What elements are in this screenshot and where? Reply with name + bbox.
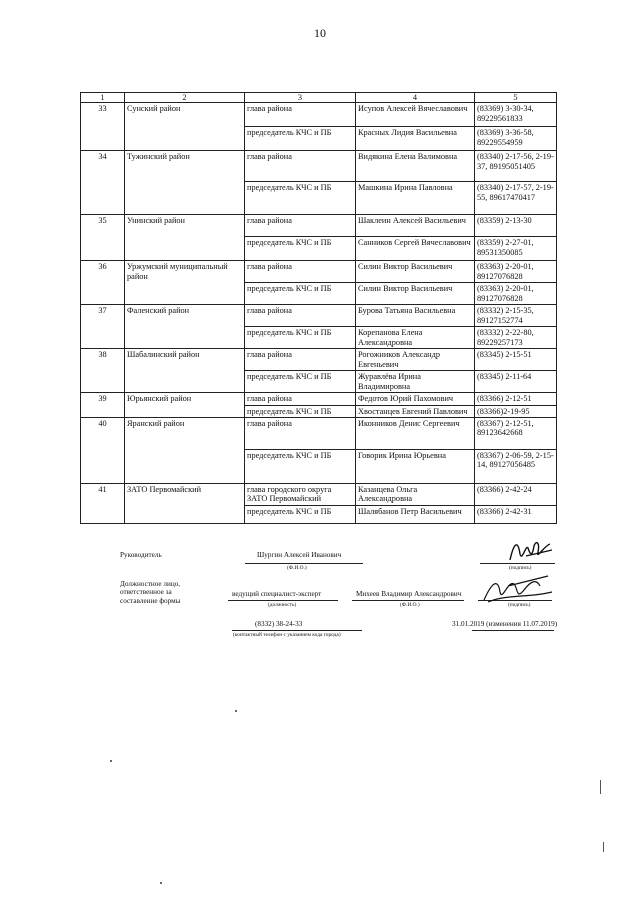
table-row (81, 349, 557, 371)
person-name-cell: Корепанова Елена Александровна (356, 327, 475, 349)
column-header: 1 (81, 93, 125, 103)
phone-cell: (83340) 2-17-56, 2-19-37, 89195051405 (475, 151, 557, 182)
position-cell: глава района (245, 305, 356, 327)
table-row (81, 261, 557, 283)
person-name-cell: Видякина Елена Валимовна (356, 151, 475, 182)
official-position: ведущий специалист-эксперт (232, 590, 322, 598)
row-number: 35 (81, 215, 125, 261)
position-cell: глава городского округа ЗАТО Первомайский (245, 483, 356, 505)
column-header: 4 (356, 93, 475, 103)
position-cell: председатель КЧС и ПБ (245, 405, 356, 417)
district-name: Уржумский муниципальный район (125, 261, 245, 305)
official-name-underline (352, 600, 464, 601)
phone-cell: (83340) 2-17-57, 2-19-55, 89617470417 (475, 182, 557, 215)
contact-phone: (8332) 38-24-33 (255, 620, 303, 628)
contacts-table (80, 92, 557, 524)
district-name: ЗАТО Первомайский (125, 483, 245, 523)
phone-cell: (83363) 2-20-01, 89127076828 (475, 261, 557, 283)
person-name-cell: Иконников Денис Сергеевич (356, 417, 475, 449)
position-cell: председатель КЧС и ПБ (245, 371, 356, 393)
head-signature-image (506, 536, 556, 566)
district-name: Сунский район (125, 103, 245, 151)
position-cell: председатель КЧС и ПБ (245, 237, 356, 261)
person-name-cell: Рогожников Александр Евгеньевич (356, 349, 475, 371)
head-name-underline (245, 563, 363, 564)
table-row (81, 103, 557, 127)
position-cell: глава района (245, 417, 356, 449)
person-name-cell: Силин Виктор Васильевич (356, 261, 475, 283)
contact-phone-caption: (контактный телефон с указанием кода города) (233, 632, 341, 638)
table-row (81, 305, 557, 327)
phone-cell: (83332) 2-22-80, 89229257173 (475, 327, 557, 349)
column-header: 3 (245, 93, 356, 103)
column-header: 5 (475, 93, 557, 103)
head-label: Руководитель (120, 551, 162, 559)
row-number: 40 (81, 417, 125, 483)
table-row (81, 151, 557, 182)
person-name-cell: Федотов Юрий Пахомович (356, 393, 475, 405)
district-name: Тужинский район (125, 151, 245, 215)
district-name: Яранский район (125, 417, 245, 483)
head-signature-caption: (подпись) (509, 565, 532, 571)
person-name-cell: Журавлёва Ирина Владимировна (356, 371, 475, 393)
scan-artifact (600, 780, 601, 794)
row-number: 34 (81, 151, 125, 215)
table-row (81, 483, 557, 505)
scan-artifact (110, 760, 112, 762)
position-cell: глава района (245, 103, 356, 127)
district-name: Фаленский район (125, 305, 245, 349)
position-cell: глава района (245, 349, 356, 371)
person-name-cell: Шалябанов Петр Васильевич (356, 505, 475, 523)
position-cell: глава района (245, 393, 356, 405)
position-cell: председатель КЧС и ПБ (245, 127, 356, 151)
table-header-row (81, 93, 557, 103)
official-label: Должностное лицо, ответственное за составление формы (120, 580, 181, 605)
position-cell: глава района (245, 261, 356, 283)
table-row (81, 215, 557, 237)
row-number: 38 (81, 349, 125, 393)
position-cell: глава района (245, 215, 356, 237)
official-signature-caption: (подпись) (508, 602, 531, 608)
phone-cell: (83369) 3-36-58, 89229554959 (475, 127, 557, 151)
person-name-cell: Силин Виктор Васильевич (356, 283, 475, 305)
phone-cell: (83359) 2-27-01, 89531350085 (475, 237, 557, 261)
phone-cell: (83332) 2-15-35, 89127152774 (475, 305, 557, 327)
official-position-caption: (должность) (268, 602, 297, 608)
page-number: 10 (314, 26, 326, 40)
person-name-cell: Бурова Татьяна Васильевна (356, 305, 475, 327)
phone-cell: (83366) 2-42-31 (475, 505, 557, 523)
phone-cell: (83345) 2-11-64 (475, 371, 557, 393)
scan-artifact (235, 710, 237, 712)
position-cell: председатель КЧС и ПБ (245, 449, 356, 483)
row-number: 37 (81, 305, 125, 349)
person-name-cell: Шаклеин Алексей Васильевич (356, 215, 475, 237)
head-fio-caption: (Ф.И.О.) (287, 565, 307, 571)
person-name-cell: Машкина Ирина Павловна (356, 182, 475, 215)
phone-cell: (83359) 2-13-30 (475, 215, 557, 237)
table-row (81, 393, 557, 405)
person-name-cell: Красных Лидия Васильевна (356, 127, 475, 151)
district-name: Унинский район (125, 215, 245, 261)
position-cell: председатель КЧС и ПБ (245, 182, 356, 215)
official-fio-caption: (Ф.И.О.) (400, 602, 420, 608)
row-number: 39 (81, 393, 125, 418)
official-signature-image (478, 572, 558, 610)
row-number: 41 (81, 483, 125, 523)
phone-cell: (83363) 2-20-01, 89127076828 (475, 283, 557, 305)
phone-cell: (83366) 2-42-24 (475, 483, 557, 505)
column-header: 2 (125, 93, 245, 103)
person-name-cell: Санников Сергей Вячеславович (356, 237, 475, 261)
person-name-cell: Говорик Ирина Юрьевна (356, 449, 475, 483)
phone-cell: (83345) 2-15-51 (475, 349, 557, 371)
phone-cell: (83367) 2-06-59, 2-15-14, 89127056485 (475, 449, 557, 483)
scan-artifact (160, 882, 162, 884)
phone-cell: (83366) 2-12-51 (475, 393, 557, 405)
person-name-cell: Хвостанцев Евгений Павлович (356, 405, 475, 417)
form-date: 31.01.2019 (изменения 11.07.2019) (452, 620, 558, 628)
position-cell: глава района (245, 151, 356, 182)
head-name: Шургин Алексей Иванович (257, 551, 342, 559)
district-name: Шабалинский район (125, 349, 245, 393)
official-name: Михеев Владимир Александрович (356, 590, 462, 598)
district-name: Юрьянский район (125, 393, 245, 418)
position-cell: председатель КЧС и ПБ (245, 327, 356, 349)
form-date-underline (472, 630, 554, 631)
position-cell: председатель КЧС и ПБ (245, 505, 356, 523)
phone-cell: (83369) 3-30-34, 89229561833 (475, 103, 557, 127)
row-number: 36 (81, 261, 125, 305)
phone-cell: (83367) 2-12-51, 89123642668 (475, 417, 557, 449)
person-name-cell: Исупов Алексей Вячеславович (356, 103, 475, 127)
position-cell: председатель КЧС и ПБ (245, 283, 356, 305)
official-position-underline (228, 600, 338, 601)
scan-artifact (603, 842, 604, 852)
table-row (81, 417, 557, 449)
person-name-cell: Казанцева Ольга Александровна (356, 483, 475, 505)
contact-phone-underline (232, 630, 362, 631)
phone-cell: (83366)2-19-95 (475, 405, 557, 417)
row-number: 33 (81, 103, 125, 151)
